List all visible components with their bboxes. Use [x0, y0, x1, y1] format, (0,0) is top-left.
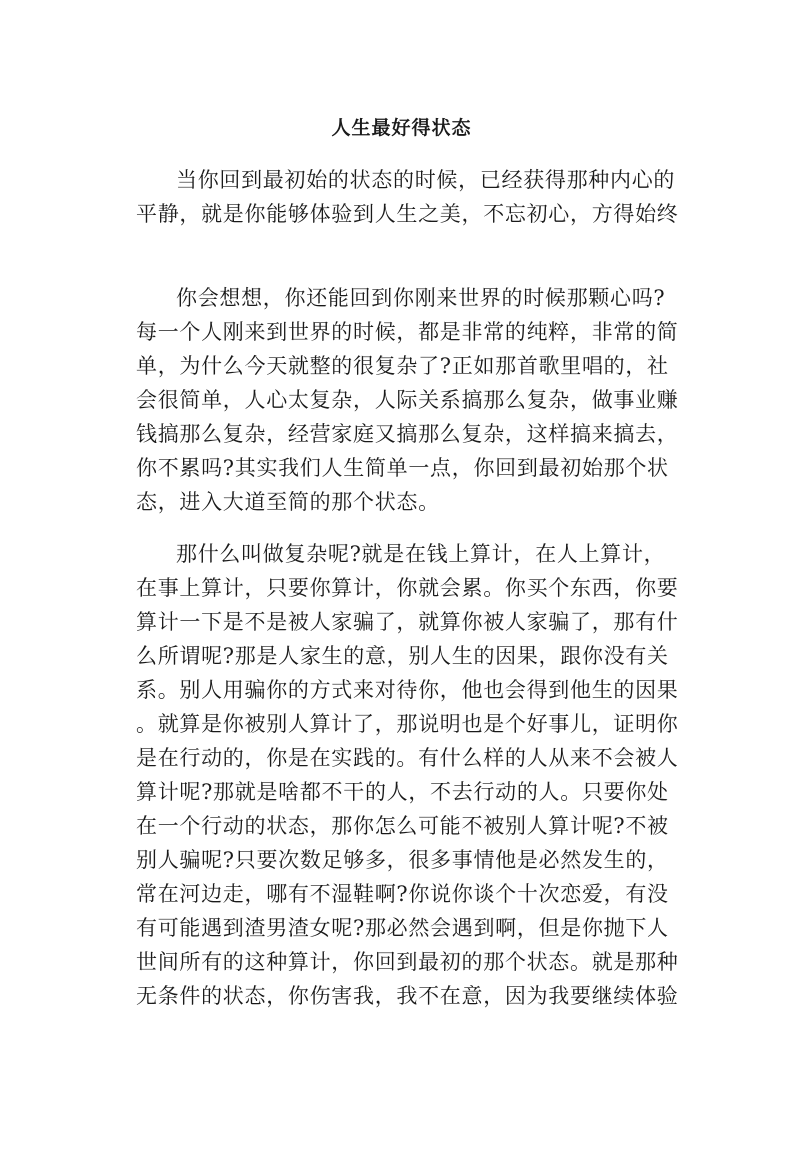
paragraph-3-line-13: 世间所有的这种算计，你回到最初的那个状态。就是那种	[136, 950, 679, 974]
paragraph-2-line-6: 你不累吗?其实我们人生简单一点，你回到最初始那个状	[136, 456, 669, 480]
paragraph-3-line-8: 算计呢?那就是啥都不干的人，不去行动的人。只要你处	[136, 780, 669, 804]
paragraph-2-line-1: 你会想想，你还能回到你刚来世界的时候那颗心吗?	[176, 286, 666, 310]
paragraph-3-line-2: 在事上算计，只要你算计，你就会累。你买个东西，你要	[136, 576, 679, 600]
document-title: 人生最好得状态	[331, 117, 472, 139]
paragraph-3-line-14: 无条件的状态，你伤害我，我不在意，因为我要继续体验	[136, 984, 679, 1008]
paragraph-1-line-1: 当你回到最初始的状态的时候，已经获得那种内心的	[176, 168, 676, 192]
paragraph-1-line-2: 平静，就是你能够体验到人生之美，不忘初心，方得始终	[136, 202, 679, 226]
paragraph-3-line-3: 算计一下是不是被人家骗了，就算你被人家骗了，那有什	[136, 610, 679, 634]
paragraph-2-line-4: 会很简单，人心太复杂，人际关系搞那么复杂，做事业赚	[136, 388, 679, 412]
paragraph-3-line-7: 是在行动的，你是在实践的。有什么样的人从来不会被人	[136, 746, 679, 770]
paragraph-3-line-11: 常在河边走，哪有不湿鞋啊?你说你谈个十次恋爱，有没	[136, 882, 669, 906]
paragraph-3-line-9: 在一个行动的状态，那你怎么可能不被别人算计呢?不被	[136, 814, 669, 838]
paragraph-3-line-1: 那什么叫做复杂呢?就是在钱上算计，在人上算计，	[176, 542, 666, 566]
paragraph-3-line-5: 系。别人用骗你的方式来对待你，他也会得到他生的因果	[136, 678, 679, 702]
paragraph-3-line-10: 别人骗呢?只要次数足够多，很多事情他是必然发生的，	[136, 848, 669, 872]
paragraph-3-line-12: 有可能遇到渣男渣女呢?那必然会遇到啊，但是你抛下人	[136, 916, 669, 940]
paragraph-2-line-7: 态，进入大道至简的那个状态。	[136, 490, 440, 514]
paragraph-3-line-4: 么所谓呢?那是人家生的意，别人生的因果，跟你没有关	[136, 644, 669, 668]
paragraph-2-line-3: 单，为什么今天就整的很复杂了?正如那首歌里唱的，社	[136, 354, 669, 378]
paragraph-2-line-5: 钱搞那么复杂，经营家庭又搞那么复杂，这样搞来搞去，	[136, 422, 679, 446]
paragraph-3-line-6: 。就算是你被别人算计了，那说明也是个好事儿，证明你	[136, 712, 679, 736]
paragraph-2-line-2: 每一个人刚来到世界的时候，都是非常的纯粹，非常的简	[136, 320, 679, 344]
